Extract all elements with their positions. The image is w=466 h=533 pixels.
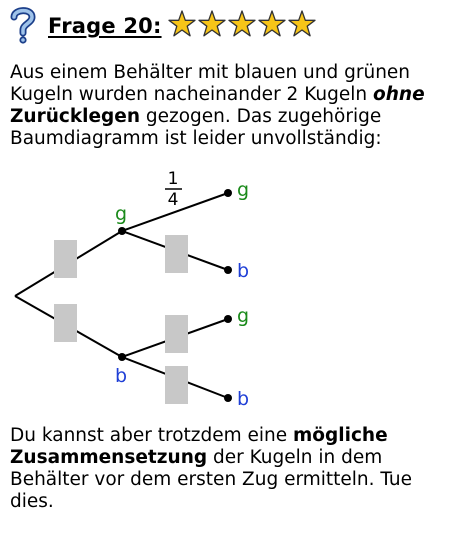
- leaf-node-gb: [224, 266, 232, 274]
- leaf-node-bb: [224, 394, 232, 402]
- star-icon: [199, 11, 225, 36]
- fraction-numerator: 1: [167, 169, 179, 189]
- emphasis-zuruecklegen: Zurücklegen: [10, 106, 140, 127]
- hidden-probability-box: [54, 240, 77, 278]
- question-title: Frage 20:: [48, 14, 162, 38]
- node-label-b: b: [114, 365, 128, 387]
- leaf-label-bg: g: [237, 305, 250, 327]
- fraction-denominator: 4: [167, 190, 179, 210]
- tree-diagram: [0, 160, 466, 422]
- hidden-probability-box: [165, 315, 188, 353]
- node-b: [118, 353, 126, 361]
- star-icon: [289, 11, 315, 36]
- star-icon: [259, 11, 285, 36]
- star-icon: [169, 11, 195, 36]
- leaf-label-gg: g: [237, 179, 250, 201]
- hidden-probability-box: [165, 235, 188, 273]
- outro-text: Du kannst aber trotzdem eine mögliche Zusammensetzung der Kugeln in dem Behälter vor dem ersten Zug ermitteln. Tue dies.: [10, 425, 413, 512]
- question-mark-icon: [8, 6, 38, 44]
- question-header: [8, 6, 458, 46]
- leaf-label-gb: b: [237, 260, 250, 282]
- hidden-probability-box: [54, 304, 77, 342]
- hidden-probability-box: [165, 366, 188, 404]
- leaf-label-bb: b: [237, 388, 250, 410]
- difficulty-rating: [168, 8, 318, 42]
- leaf-node-bg: [224, 315, 232, 323]
- intro-text: Aus einem Behälter mit blauen und grünen Kugeln wurden nacheinander 2 Kugeln ohne Zurücklegen gezogen. Das zugehörige Baumdiagramm ist leider unvollständig:: [10, 62, 425, 149]
- emphasis-ohne: ohne: [373, 84, 425, 105]
- star-icon: [229, 11, 255, 36]
- leaf-node-gg: [224, 189, 232, 197]
- node-label-g: g: [114, 203, 128, 225]
- node-g: [118, 227, 126, 235]
- emphasis-moegliche-zusammensetzung: mögliche Zusammensetzung: [10, 425, 388, 468]
